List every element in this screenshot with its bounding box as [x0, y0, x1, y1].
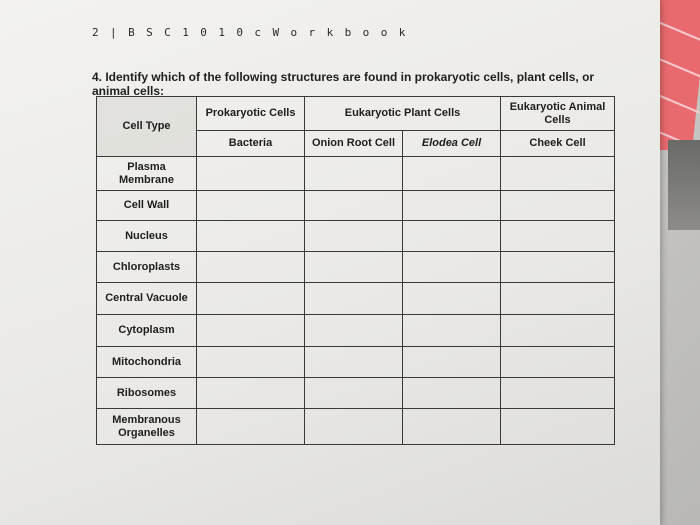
question-text: 4. Identify which of the following structures are found in prokaryotic cells, plant cells, or animal cells: — [92, 70, 595, 98]
answer-cell[interactable] — [403, 409, 501, 445]
answer-cell[interactable] — [501, 315, 615, 347]
table-row — [97, 221, 615, 252]
answer-cell[interactable] — [197, 378, 305, 409]
row-label: Central Vacuole — [97, 283, 197, 315]
answer-cell[interactable] — [403, 221, 501, 252]
prokaryotic-cells-header: Prokaryotic Cells — [197, 97, 305, 131]
row-label: Cell Wall — [97, 191, 197, 221]
answer-cell[interactable] — [197, 191, 305, 221]
animal-cells-header: Eukaryotic Animal Cells — [501, 97, 615, 131]
answer-cell[interactable] — [403, 157, 501, 191]
answer-cell[interactable] — [403, 347, 501, 378]
table-row — [97, 347, 615, 378]
plant-cells-header: Eukaryotic Plant Cells — [305, 97, 501, 131]
answer-cell[interactable] — [501, 283, 615, 315]
answer-cell[interactable] — [305, 191, 403, 221]
table-header-row — [97, 97, 615, 131]
row-label: Ribosomes — [97, 378, 197, 409]
answer-cell[interactable] — [403, 252, 501, 283]
answer-cell[interactable] — [501, 252, 615, 283]
table-row — [97, 252, 615, 283]
cheek-cell-header: Cheek Cell — [501, 131, 615, 157]
answer-cell[interactable] — [403, 378, 501, 409]
row-label: Chloroplasts — [97, 252, 197, 283]
answer-cell[interactable] — [197, 221, 305, 252]
answer-cell[interactable] — [197, 409, 305, 445]
answer-cell[interactable] — [403, 315, 501, 347]
answer-cell[interactable] — [305, 252, 403, 283]
table-row — [97, 378, 615, 409]
page-header: 2 | B S C 1 0 1 0 c W o r k b o o k — [92, 26, 408, 39]
cell-type-header: Cell Type — [97, 97, 197, 157]
answer-cell[interactable] — [197, 157, 305, 191]
row-label: Membranous Organelles — [97, 409, 197, 445]
answer-cell[interactable] — [197, 252, 305, 283]
table-row — [97, 315, 615, 347]
row-label: Plasma Membrane — [97, 157, 197, 191]
answer-cell[interactable] — [305, 378, 403, 409]
answer-cell[interactable] — [197, 347, 305, 378]
row-label: Nucleus — [97, 221, 197, 252]
answer-cell[interactable] — [501, 409, 615, 445]
cell-structures-table — [96, 96, 615, 445]
onion-root-cell-header: Onion Root Cell — [305, 131, 403, 157]
row-label: Cytoplasm — [97, 315, 197, 347]
answer-cell[interactable] — [403, 191, 501, 221]
table-row — [97, 191, 615, 221]
answer-cell[interactable] — [305, 157, 403, 191]
answer-cell[interactable] — [501, 378, 615, 409]
answer-cell[interactable] — [305, 315, 403, 347]
answer-cell[interactable] — [197, 283, 305, 315]
answer-cell[interactable] — [305, 283, 403, 315]
answer-cell[interactable] — [403, 283, 501, 315]
answer-cell[interactable] — [501, 157, 615, 191]
answer-cell[interactable] — [501, 221, 615, 252]
answer-cell[interactable] — [305, 221, 403, 252]
dark-object-edge — [668, 140, 700, 230]
answer-cell[interactable] — [305, 409, 403, 445]
elodea-cell-header: Elodea Cell — [403, 131, 501, 157]
bacteria-header: Bacteria — [197, 131, 305, 157]
table-row — [97, 157, 615, 191]
table-row — [97, 283, 615, 315]
answer-cell[interactable] — [305, 347, 403, 378]
answer-cell[interactable] — [501, 191, 615, 221]
row-label: Mitochondria — [97, 347, 197, 378]
answer-cell[interactable] — [501, 347, 615, 378]
table-row — [97, 409, 615, 445]
answer-cell[interactable] — [197, 315, 305, 347]
